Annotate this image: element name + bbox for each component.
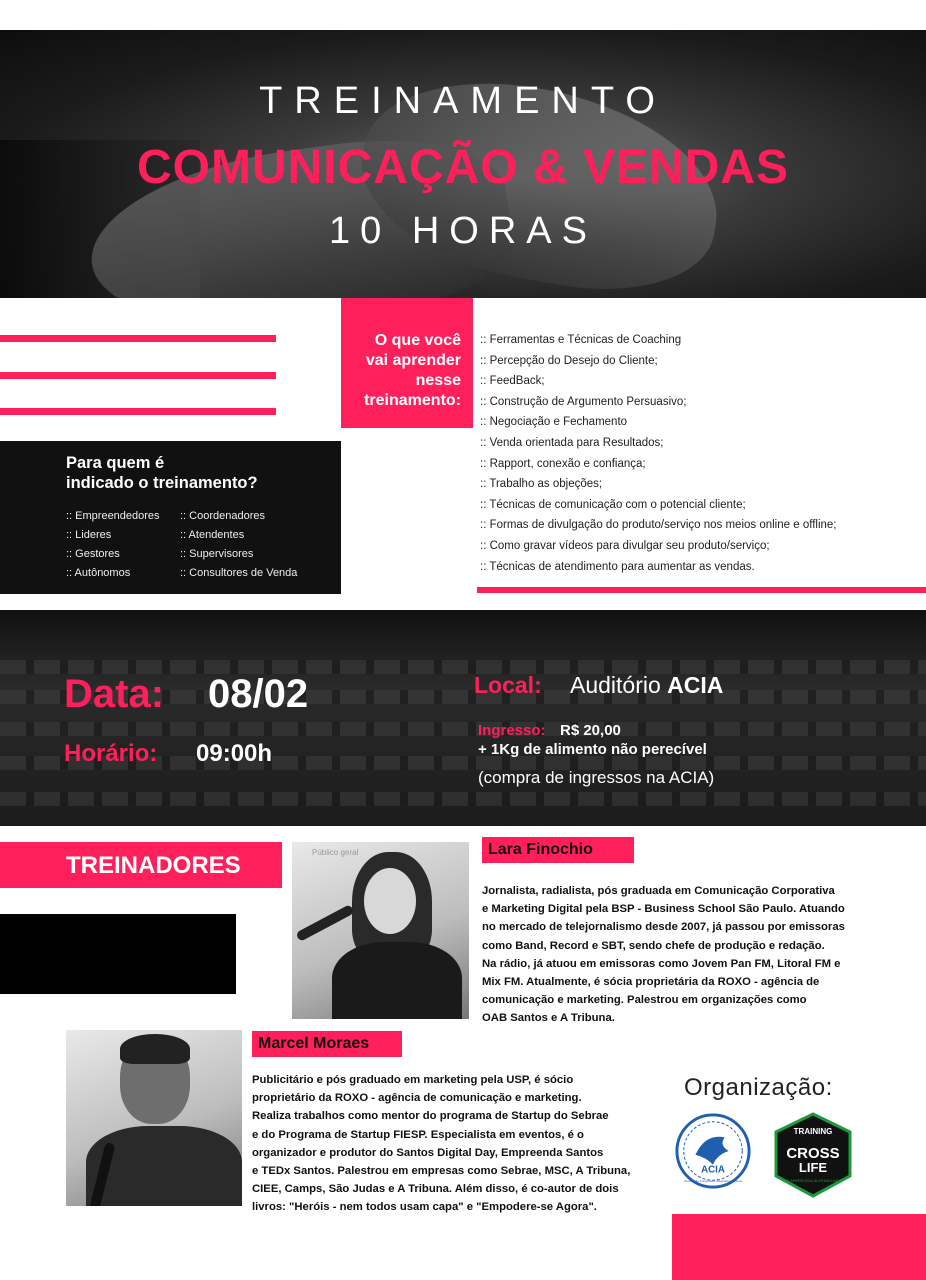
audience-item: :: Supervisores: [180, 548, 254, 560]
photo-background-sign: Público geral: [312, 848, 359, 857]
bio-line: Realiza trabalhos como mentor do programa de Startup do Sebrae: [252, 1110, 609, 1123]
bio-line: livros: "Heróis - nem todos usam capa" e "Empodere-se Agora".: [252, 1201, 597, 1214]
lara-photo: [292, 842, 469, 1019]
cross-bottom-text: S.APARECIDA ALFENAS-MG: [786, 1178, 840, 1183]
time-label: Horário:: [64, 740, 158, 767]
bio-line: Jornalista, radialista, pós graduada em Comunicação Corporativa: [482, 885, 835, 897]
hero-banner: [0, 30, 926, 298]
audience-title-line: Para quem é: [66, 454, 165, 472]
bio-line: e TEDx Santos. Palestrou em empresas como Sebrae, MSC, A Tribuna,: [252, 1165, 631, 1178]
crosslife-logo-icon: [770, 1112, 856, 1198]
list-item: :: Construção de Argumento Persuasivo;: [480, 395, 687, 408]
microphone-icon: [295, 904, 354, 942]
photo-face-shape: [364, 868, 416, 934]
location-label: Local:: [474, 672, 542, 698]
decor-bottom-red-block: [672, 1214, 926, 1280]
audience-item: :: Gestores: [66, 548, 120, 560]
cross-line1: CROSS: [786, 1145, 840, 1162]
learn-heading-box: [341, 298, 473, 428]
location-name: ACIA: [667, 672, 724, 698]
bio-line: OAB Santos e A Tribuna.: [482, 1012, 615, 1025]
decor-black-block: [0, 914, 236, 994]
learn-heading-line: nesse: [415, 372, 461, 389]
acia-logo-icon: [674, 1112, 752, 1190]
list-item: :: Ferramentas e Técnicas de Coaching: [480, 334, 682, 346]
learn-topics-list: [480, 330, 926, 577]
ticket-extra: + 1Kg de alimento não perecível: [478, 741, 707, 758]
organization-title: Organização:: [684, 1074, 833, 1101]
bio-line: proprietário da ROXO - agência de comunicação e marketing.: [252, 1092, 582, 1105]
bio-line: e do Programa de Startup FIESP. Especialista em eventos, é o: [252, 1128, 584, 1141]
list-item: :: Negociação e Fechamento: [480, 416, 628, 429]
ticket-price: R$ 20,00: [560, 722, 621, 739]
bio-line: CIEE, Camps, São Judas e A Tribuna. Além disso, é co-autor de dois: [252, 1183, 619, 1196]
bio-line: e Marketing Digital pela BSP - Business School São Paulo. Atuando: [482, 903, 845, 916]
marcel-photo: [66, 1030, 242, 1206]
list-item: :: Técnicas de atendimento para aumentar as vendas.: [480, 560, 755, 573]
list-item: :: Como gravar vídeos para divulgar seu produto/serviço;: [480, 539, 770, 552]
bio-line: Na rádio, já atuou em emissoras como Jovem Pan FM, Litoral FM e: [482, 957, 841, 970]
decor-red-line: [0, 408, 276, 415]
cross-line2: LIFE: [798, 1160, 828, 1175]
audience-title-line: indicado o treinamento?: [66, 474, 258, 492]
list-item: :: Trabalho as objeções;: [480, 478, 603, 491]
audience-item: :: Empreendedores: [66, 510, 160, 522]
list-item: :: Formas de divulgação do produto/serviço nos meios online e offline;: [480, 519, 837, 532]
time-value: 09:00h: [196, 740, 273, 767]
photo-hair-shape: [120, 1034, 190, 1064]
ticket-note: (compra de ingressos na ACIA): [478, 768, 715, 787]
ticket-label: Ingresso:: [478, 722, 546, 739]
learn-heading-line: vai aprender: [365, 352, 461, 369]
trainers-title: TREINADORES: [66, 852, 241, 879]
marcel-bio: [252, 1071, 672, 1217]
list-item: :: Percepção do Desejo do Cliente;: [480, 354, 658, 367]
bio-line: Mix FM. Atualmente, é sócia proprietária da ROXO - agência de: [482, 976, 820, 989]
cross-top-text: TRAINING: [793, 1127, 833, 1136]
acia-ring-text: Associação Comercial e Industrial de Alfenas: [683, 1179, 743, 1184]
list-item: :: Técnicas de comunicação com o potencial cliente;: [480, 498, 746, 511]
date-value: 08/02: [208, 672, 309, 716]
learn-heading-line: O que você: [374, 332, 461, 349]
audience-item: :: Lideres: [66, 529, 112, 541]
acia-logo-text: ACIA: [701, 1164, 725, 1176]
date-label: Data:: [64, 672, 165, 716]
audience-item: :: Atendentes: [180, 529, 245, 541]
bio-line: Publicitário e pós graduado em marketing pela USP, é sócio: [252, 1074, 574, 1086]
list-item: :: Rapport, conexão e confiança;: [480, 457, 646, 470]
hero-title-training: TREINAMENTO: [259, 80, 667, 122]
marcel-name-tag: Marcel Moraes: [252, 1031, 402, 1057]
bio-line: como Band, Record e SBT, sendo chefe de produção e redação.: [482, 939, 825, 952]
learn-underline-bar: [477, 587, 926, 593]
auditorium-seats: [0, 792, 926, 806]
bio-line: no mercado de telejornalismo desde 2007, já passou por emissoras: [482, 921, 845, 934]
bio-line: comunicação e marketing. Palestrou em organizações como: [482, 994, 807, 1007]
list-item: :: Venda orientada para Resultados;: [480, 436, 664, 449]
learn-heading-line: treinamento:: [364, 392, 461, 409]
location-prefix: Auditório: [570, 672, 661, 698]
decor-red-line: [0, 372, 276, 379]
audience-box: [0, 441, 341, 594]
lara-bio: [482, 882, 922, 1028]
location-value: [570, 672, 723, 699]
hero-title-main: COMUNICAÇÃO & VENDAS: [136, 141, 789, 194]
photo-body-shape: [332, 942, 462, 1019]
list-item: :: FeedBack;: [480, 375, 545, 388]
auditorium-seats: [0, 722, 926, 736]
audience-title: [66, 453, 336, 493]
audience-item: :: Consultores de Venda: [180, 567, 298, 579]
audience-item: :: Coordenadores: [180, 510, 265, 522]
decor-red-line: [0, 335, 276, 342]
audience-item: :: Autônomos: [66, 567, 131, 579]
event-info-section: [0, 610, 926, 826]
lara-name-tag: Lara Finochio: [482, 837, 634, 863]
hero-title-hours: 10 HORAS: [329, 210, 597, 252]
bio-line: organizador e produtor do Santos Digital Day, Empreenda Santos: [252, 1146, 604, 1159]
